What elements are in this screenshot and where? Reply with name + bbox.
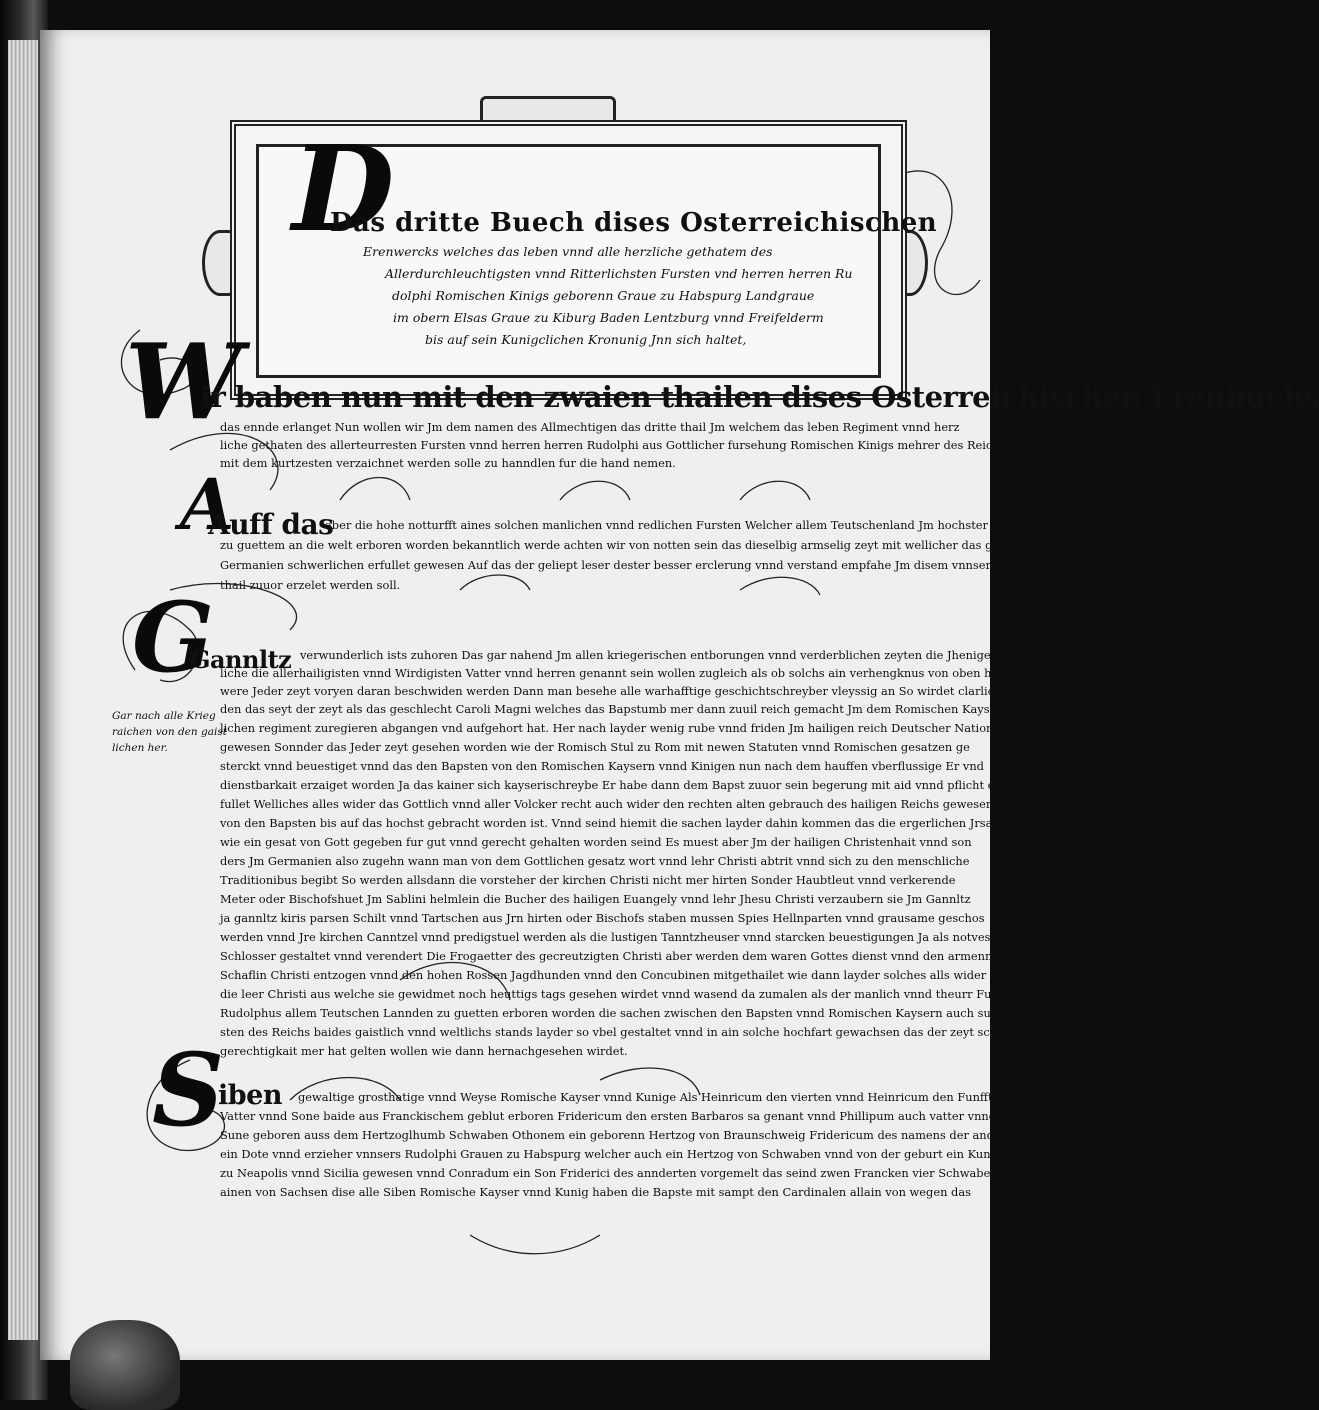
body-line: das ennde erlanget Nun wollen wir Jm dem namen des Allmechtigen das dritte thail Jm welchem das leben Regiment vnnd herz <box>220 420 960 434</box>
body-line: sten des Reichs baides gaistlich vnnd weltlichs stands layder so vbel gestaltet vnnd in ain solche hochfart gewachsen das der zeyt schier kain <box>220 1025 1042 1039</box>
margin-note-line: raichen von den gaist <box>112 726 227 738</box>
body-line: aber die hohe notturfft aines solchen manlichen vnnd redlichen Fursten Welcher allem Teutschenland Jm hochster not <box>325 518 1011 532</box>
body-line: gewesen Sonnder das Jeder zeyt gesehen worden wie der Romisch Stul zu Rom mit newen Statuten vnnd Romischen gesatzen ge <box>220 740 970 754</box>
initial-d: D <box>292 119 395 258</box>
body-line: Germanien schwerlichen erfullet gewesen Auf das der geliept leser dester besser erclerung vnnd verstand empfahe Jm disem vnnserm dritten <box>220 558 1045 572</box>
title-line: im obern Elsas Graue zu Kiburg Baden Lentzburg vnnd Freifelderm <box>393 310 824 325</box>
initial-w: W <box>125 320 242 443</box>
body-line: fullet Welliches alles wider das Gottlich vnnd aller Volcker recht auch wider den rechten alten gebrauch des hailigen Reichs gewesen <box>220 797 994 811</box>
body-line: verwunderlich ists zuhoren Das gar nahend Jm allen kriegerischen entborungen vnnd verderblichen zeyten die Jhenigen wel <box>300 648 1022 662</box>
body-line: werden vnnd Jre kirchen Canntzel vnnd predigstuel werden als die lustigen Tanntzheuser vnnd starcken beuestigungen Ja als notveste <box>220 930 1002 944</box>
body-line: Rudolphus allem Teutschen Lannden zu guetten erboren worden die sachen zwischen den Bapsten vnnd Romischen Kaysern auch su <box>220 1006 991 1020</box>
body-line: gerechtigkait mer hat gelten wollen wie dann hernachgesehen wirdet. <box>220 1044 628 1058</box>
initial-s: S <box>152 1031 225 1149</box>
body-line: lichen regiment zuregieren abgangen vnd aufgehort hat. Her nach layder wenig rube vnnd friden Jm hailigen reich Deutscher Nation <box>220 721 994 735</box>
body-line: gewaltige grosthatige vnnd Weyse Romische Kayser vnnd Kunige Als Heinricum den vierten vnnd Heinricum den Funfften den <box>298 1090 1032 1104</box>
body-line: von den Bapsten bis auf das hochst gebracht worden ist. Vnnd seind hiemit die sachen layder dahin kommen das die ergerlichen Jrsal <box>220 816 997 830</box>
initial-g: G <box>132 581 214 694</box>
margin-note-line: Gar nach alle Krieg <box>112 710 216 722</box>
body-line: Vatter vnnd Sone baide aus Franckischem geblut erboren Fridericum den ersten Barbaros sa genant vnnd Phillipum auch vatter vnnd <box>220 1109 997 1123</box>
body-line: Meter oder Bischofshuet Jm Sablini helmlein die Bucher des hailigen Euangely vnnd lehr Jhesu Christi verzaubern sie Jm Gannltz <box>220 892 971 906</box>
manuscript-page <box>40 30 1319 1360</box>
body-line: mit dem kurtzesten verzaichnet werden solle zu hanndlen fur die hand nemen. <box>220 456 676 470</box>
paragraph-heading: Auff das <box>208 508 334 541</box>
reader-thumb <box>70 1320 180 1410</box>
paragraph-heading: ir baben nun mit den zwaien thailen dises Osterreichischen Erenbuchs <box>200 380 1319 414</box>
title-line: bis auf sein Kunigclichen Kronunig Jnn sich haltet, <box>425 332 747 347</box>
margin-note-line: lichen her. <box>112 742 168 754</box>
body-line: Sune geboren auss dem Hertzoglhumb Schwaben Othonem ein geborenn Hertzog von Braunschweig Fridericum des namens der ander <box>220 1128 1007 1142</box>
title-line: Allerdurchleuchtigsten vnnd Ritterlichsten Fursten vnd herren herren Ru <box>385 266 853 281</box>
initial-a: A <box>180 463 235 546</box>
body-line: ainen von Sachsen dise alle Siben Romische Kayser vnnd Kunig haben die Bapste mit sampt den Cardinalen allain von wegen das <box>220 1185 971 1199</box>
body-line: ein Dote vnnd erzieher vnnsers Rudolphi Grauen zu Habspurg welcher auch ein Hertzog von Schwaben vnnd von der geburt ein Kunig <box>220 1147 1002 1161</box>
body-line: zu guettem an die welt erboren worden bekanntlich werde achten wir von notten sein das dieselbig armselig zeyt mit wellicher das gannltz <box>220 538 1029 552</box>
paragraph-heading: Gannltz <box>190 645 292 674</box>
body-line: den das seyt der zeyt als das geschlecht Caroli Magni welches das Bapstumb mer dann zuuil reich gemacht Jm dem Romischen Kayser <box>220 702 1002 716</box>
body-line: wie ein gesat von Gott gegeben fur gut vnnd gerecht gehalten worden seind Es muest aber Jm der hailigen Christenhait vnnd son <box>220 835 972 849</box>
body-line: die leer Christi aus welche sie gewidmet noch heuttigs tags gesehen wirdet vnnd wasend da zumalen als der manlich vnnd theurr Furst <box>220 987 1008 1001</box>
page-edges <box>8 40 38 1340</box>
body-line: liche die allerhailigisten vnnd Wirdigisten Vatter vnnd herren genannt sein wollen zugleich als ob solchs ain verhengknus von oben herab <box>220 666 1018 680</box>
body-line: Traditionibus begibt So werden allsdann die vorsteher der kirchen Christi nicht mer hirten Sonder Haubtleut vnnd verkerende <box>220 873 956 887</box>
title-line: Erenwercks welches das leben vnnd alle herzliche gethatem des <box>363 244 773 259</box>
body-line: zu Neapolis vnnd Sicilia gewesen vnnd Conradum ein Son Friderici des annderten vorgemelt das seind zwen Francken vier Schwaben vnd <box>220 1166 1023 1180</box>
body-line: sterckt vnnd beuestiget vnnd das den Bapsten von den Romischen Kaysern vnnd Kinigen nun nach dem hauffen vberflussige Er vnd <box>220 759 984 773</box>
title-line: dolphi Romischen Kinigs geborenn Graue zu Habspurg Landgraue <box>392 288 815 303</box>
body-line: were Jeder zeyt voryen daran beschwiden werden Dann man besehe alle warhafftige geschichtschreyber vleyssig an So wirdet clarlich befun <box>220 684 1038 698</box>
body-line: thail zuuor erzelet werden soll. <box>220 578 401 592</box>
title-heading: Das drittе Buech dises Osterreichischen <box>330 208 938 238</box>
body-line: ja gannltz kiris parsen Schilt vnnd Tartschen aus Jrn hirten oder Bischofs staben mussen Spies Hellnparten vnnd grausame geschos <box>220 911 985 925</box>
paragraph-heading: iben <box>218 1080 282 1111</box>
body-line: Schlosser gestaltet vnnd verendert Die Frogaetter des gecreutzigten Christi aber werden dem waren Gottes dienst vnnd den armenn <box>220 949 993 963</box>
body-line: liche gethaten des allerteurresten Fursten vnnd herren herren Rudolphi aus Gottlicher fursehung Romischen Kinigs mehrer des Reichs ec <box>220 438 1023 452</box>
body-line: ders Jm Germanien also zugehn wann man von dem Gottlichen gesatz wort vnnd lehr Christi abtrit vnnd sich zu den menschliche <box>220 854 970 868</box>
body-line: Schaflin Christi entzogen vnnd den hohen Rossen Jagdhunden vnnd den Concubinen mitgethailet wie dann layder solches alls wider <box>220 968 987 982</box>
body-line: dienstbarkait erzaiget worden Ja das kainer sich kayserischreybe Er habe dann dem Bapst zuuor sein begerung mit aid vnnd pflicht er <box>220 778 1000 792</box>
